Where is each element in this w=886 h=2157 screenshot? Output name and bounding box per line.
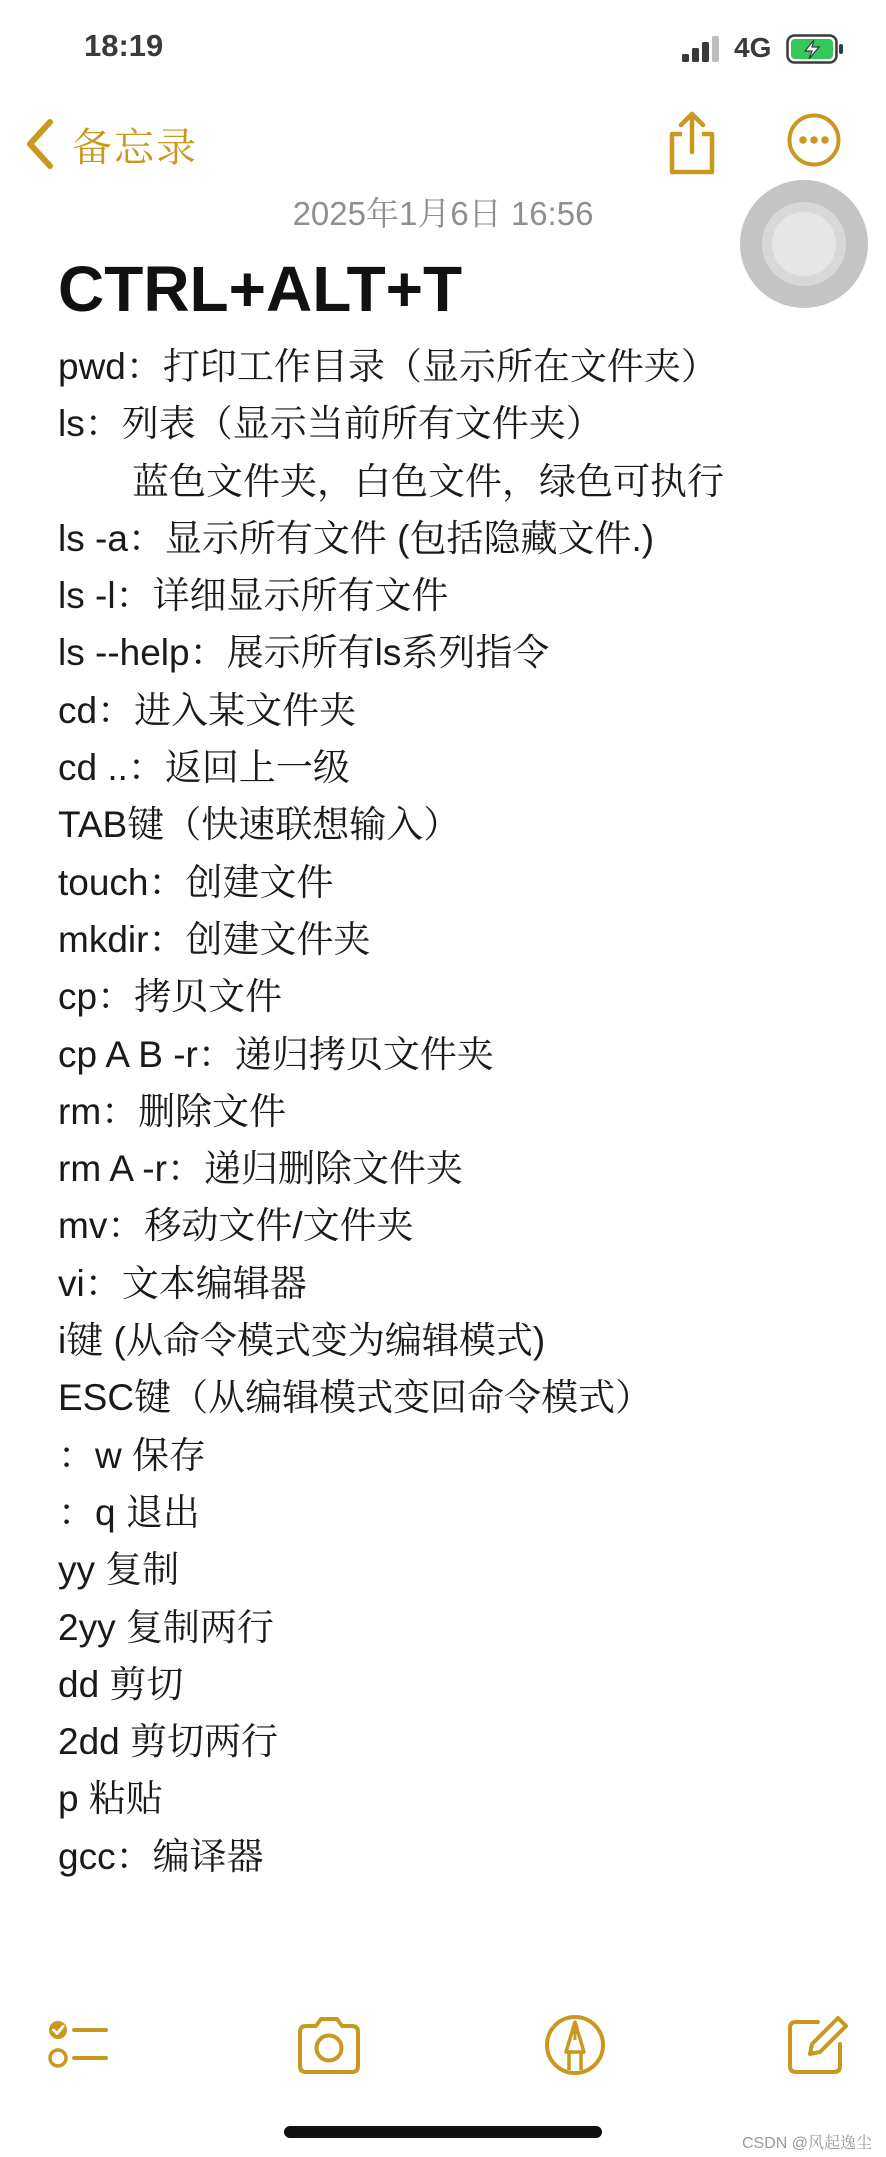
assistive-touch-button[interactable] bbox=[740, 180, 868, 308]
note-line: cd ..：返回上一级 bbox=[58, 747, 350, 789]
note-line: vi：文本编辑器 bbox=[58, 1262, 307, 1304]
share-icon[interactable] bbox=[664, 108, 720, 178]
note-line: ls --help：展示所有ls系列指令 bbox=[58, 632, 550, 674]
nav-bar bbox=[0, 100, 886, 190]
status-time: 18:19 bbox=[84, 28, 164, 63]
status-bar bbox=[0, 0, 886, 100]
note-line: ：w 保存 bbox=[58, 1434, 206, 1476]
note-line: 2dd 剪切两行 bbox=[58, 1721, 279, 1763]
note-line: rm：删除文件 bbox=[58, 1090, 287, 1132]
checklist-icon[interactable] bbox=[42, 2010, 112, 2080]
note-line: dd 剪切 bbox=[58, 1663, 184, 1705]
ellipsis-circle-icon[interactable] bbox=[786, 112, 842, 168]
note-body[interactable] bbox=[58, 338, 858, 1885]
assistive-touch-core bbox=[772, 212, 836, 276]
note-line: rm A -r：递归删除文件夹 bbox=[58, 1148, 463, 1190]
note-line: ls -a：显示所有文件 (包括隐藏文件.) bbox=[58, 517, 655, 559]
watermark: CSDN @风起逸尘 bbox=[741, 2135, 872, 2152]
note-line: TAB键（快速联想输入） bbox=[58, 804, 461, 846]
note-line: p 粘贴 bbox=[58, 1778, 163, 1820]
chevron-left-icon bbox=[22, 118, 56, 170]
network-type: 4G bbox=[734, 32, 772, 63]
note-line: mkdir：创建文件夹 bbox=[58, 918, 371, 960]
note-title[interactable]: CTRL+ALT+T bbox=[58, 253, 463, 325]
back-button[interactable] bbox=[22, 114, 198, 174]
note-line: ：q 退出 bbox=[58, 1491, 200, 1533]
battery-charging-icon bbox=[786, 34, 844, 64]
note-line: cd：进入某文件夹 bbox=[58, 689, 357, 731]
markup-pen-icon[interactable] bbox=[540, 2010, 610, 2080]
note-line: ls：列表（显示当前所有文件夹） bbox=[58, 403, 603, 445]
home-indicator[interactable] bbox=[284, 2126, 602, 2138]
note-date: 2025年1月6日 16:56 bbox=[292, 195, 594, 232]
note-line: 蓝色文件夹，白色文件，绿色可执行 bbox=[132, 460, 724, 502]
note-line: i键 (从命令模式变为编辑模式) bbox=[58, 1320, 546, 1362]
back-label: 备忘录 bbox=[72, 125, 198, 170]
note-line: yy 复制 bbox=[58, 1549, 180, 1591]
note-line: mv：移动文件/文件夹 bbox=[58, 1205, 414, 1247]
note-line: cp：拷贝文件 bbox=[58, 976, 283, 1018]
camera-icon[interactable] bbox=[294, 2010, 364, 2080]
note-line: ESC键（从编辑模式变回命令模式） bbox=[58, 1377, 653, 1419]
note-line: 2yy 复制两行 bbox=[58, 1606, 274, 1648]
note-line: ls -l：详细显示所有文件 bbox=[58, 575, 449, 617]
note-line: touch：创建文件 bbox=[58, 861, 334, 903]
cellular-signal-icon bbox=[682, 36, 722, 62]
bottom-toolbar bbox=[0, 2000, 886, 2090]
note-line: gcc：编译器 bbox=[58, 1835, 264, 1877]
compose-icon[interactable] bbox=[782, 2010, 852, 2080]
note-line: cp A B -r：递归拷贝文件夹 bbox=[58, 1033, 494, 1075]
note-line: pwd：打印工作目录（显示所在文件夹） bbox=[58, 346, 718, 387]
